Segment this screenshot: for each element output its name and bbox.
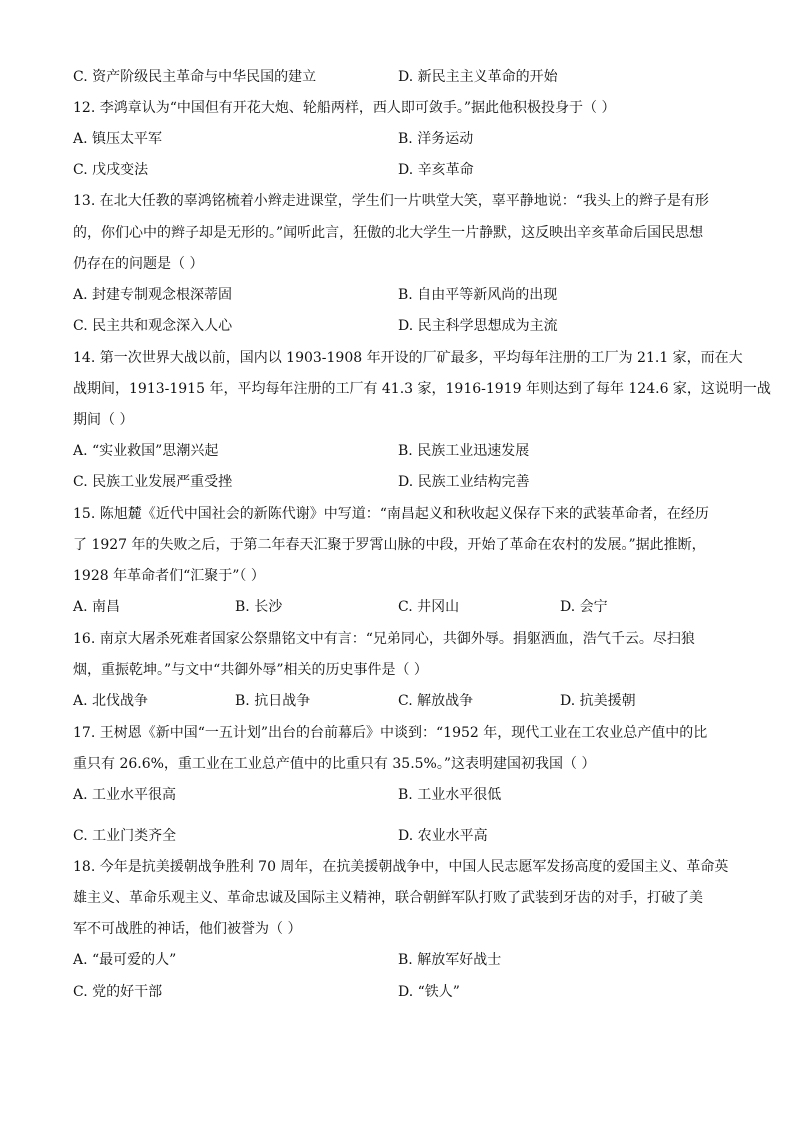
q14-option-c: C. 民族工业发展严重受挫 bbox=[73, 474, 233, 490]
q15-option-c: C. 井冈山 bbox=[398, 599, 460, 615]
q15-option-a: A. 南昌 bbox=[73, 599, 121, 615]
q15-stem-line-1: 15. 陈旭麓《近代中国社会的新陈代谢》中写道：“南昌起义和秋收起义保存下来的武装革命者，在经历 bbox=[73, 506, 709, 522]
q13-option-d: D. 民主科学思想成为主流 bbox=[398, 318, 558, 334]
q16-stem-line-2: 烟，重振乾坤。”与文中“共御外辱”相关的历史事件是（ ） bbox=[73, 662, 428, 678]
q17-stem-line-2: 重只有 26.6%，重工业在工业总产值中的比重只有 35.5%。”这表明建国初我国（ ） bbox=[73, 756, 596, 772]
q13-option-a: A. 封建专制观念根深蒂固 bbox=[73, 287, 233, 303]
q14-option-b: B. 民族工业迅速发展 bbox=[398, 443, 530, 459]
q18-option-d: D. “铁人” bbox=[398, 984, 460, 1000]
q11-option-d: D. 新民主主义革命的开始 bbox=[398, 69, 558, 85]
q18-stem-line-1: 18. 今年是抗美援朝战争胜利 70 周年，在抗美援朝战争中，中国人民志愿军发扬高度的爱国主义、革命英 bbox=[73, 859, 729, 875]
q16-option-c: C. 解放战争 bbox=[398, 693, 474, 709]
q15-option-d: D. 会宁 bbox=[560, 599, 608, 615]
q15-stem-line-2: 了 1927 年的失败之后，于第二年春天汇聚于罗霄山脉的中段，开始了革命在农村的发展。”据此推断， bbox=[73, 537, 706, 553]
q13-option-c: C. 民主共和观念深入人心 bbox=[73, 318, 233, 334]
q14-stem-line-3: 期间（ ） bbox=[73, 412, 134, 428]
q16-option-a: A. 北伐战争 bbox=[73, 693, 149, 709]
q15-option-b: B. 长沙 bbox=[235, 599, 283, 615]
q16-option-b: B. 抗日战争 bbox=[235, 693, 311, 709]
q17-option-a: A. 工业水平很高 bbox=[73, 787, 177, 803]
q17-option-b: B. 工业水平很低 bbox=[398, 787, 502, 803]
q18-stem-line-2: 雄主义、革命乐观主义、革命忠诚及国际主义精神，联合朝鲜军队打败了武装到牙齿的对手，打破了美 bbox=[73, 890, 703, 906]
q18-option-b: B. 解放军好战士 bbox=[398, 952, 502, 968]
q17-option-c: C. 工业门类齐全 bbox=[73, 828, 177, 844]
q11-option-c: C. 资产阶级民主革命与中华民国的建立 bbox=[73, 69, 317, 85]
q18-option-a: A. “最可爱的人” bbox=[73, 952, 177, 968]
q12-stem: 12. 李鸿章认为“中国但有开花大炮、轮船两样，西人即可敛手。”据此他积极投身于（ ） bbox=[73, 100, 616, 116]
q18-stem-line-3: 军不可战胜的神话，他们被誉为（ ） bbox=[73, 921, 302, 937]
q12-option-c: C. 戊戌变法 bbox=[73, 162, 149, 178]
q13-stem-line-2: 的，你们心中的辫子却是无形的。”闻听此言，狂傲的北大学生一片静默，这反映出辛亥革命后国民思想 bbox=[73, 225, 704, 241]
q14-option-a: A. “实业救国”思潮兴起 bbox=[73, 443, 219, 459]
q16-stem-line-1: 16. 南京大屠杀死难者国家公祭鼎铭文中有言：“兄弟同心，共御外辱。捐躯洒血，浩气千云。尽扫狼 bbox=[73, 631, 695, 647]
q12-option-b: B. 洋务运动 bbox=[398, 131, 474, 147]
q14-option-d: D. 民族工业结构完善 bbox=[398, 474, 530, 490]
q17-stem-line-1: 17. 王树恩《新中国“一五计划”出台的台前幕后》中谈到：“1952 年，现代工业在工农业总产值中的比 bbox=[73, 725, 708, 741]
q17-option-d: D. 农业水平高 bbox=[398, 828, 488, 844]
q13-stem-line-1: 13. 在北大任教的辜鸿铭梳着小辫走进课堂，学生们一片哄堂大笑，辜平静地说：“我头上的辫子是有形 bbox=[73, 193, 709, 209]
q12-option-d: D. 辛亥革命 bbox=[398, 162, 474, 178]
q14-stem-line-2: 战期间，1913-1915 年，平均每年注册的工厂有 41.3 家，1916-1919 年则达到了每年 124.6 家，这说明一战 bbox=[73, 381, 771, 397]
q13-stem-line-3: 仍存在的问题是（ ） bbox=[73, 256, 204, 272]
q14-stem-line-1: 14. 第一次世界大战以前，国内以 1903-1908 年开设的厂矿最多，平均每年注册的工厂为 21.1 家，而在大 bbox=[73, 350, 743, 366]
q18-option-c: C. 党的好干部 bbox=[73, 984, 163, 1000]
q13-option-b: B. 自由平等新风尚的出现 bbox=[398, 287, 558, 303]
q12-option-a: A. 镇压太平军 bbox=[73, 131, 163, 147]
q15-stem-line-3: 1928 年革命者们“汇聚于”（ ） bbox=[73, 568, 265, 584]
q16-option-d: D. 抗美援朝 bbox=[560, 693, 636, 709]
